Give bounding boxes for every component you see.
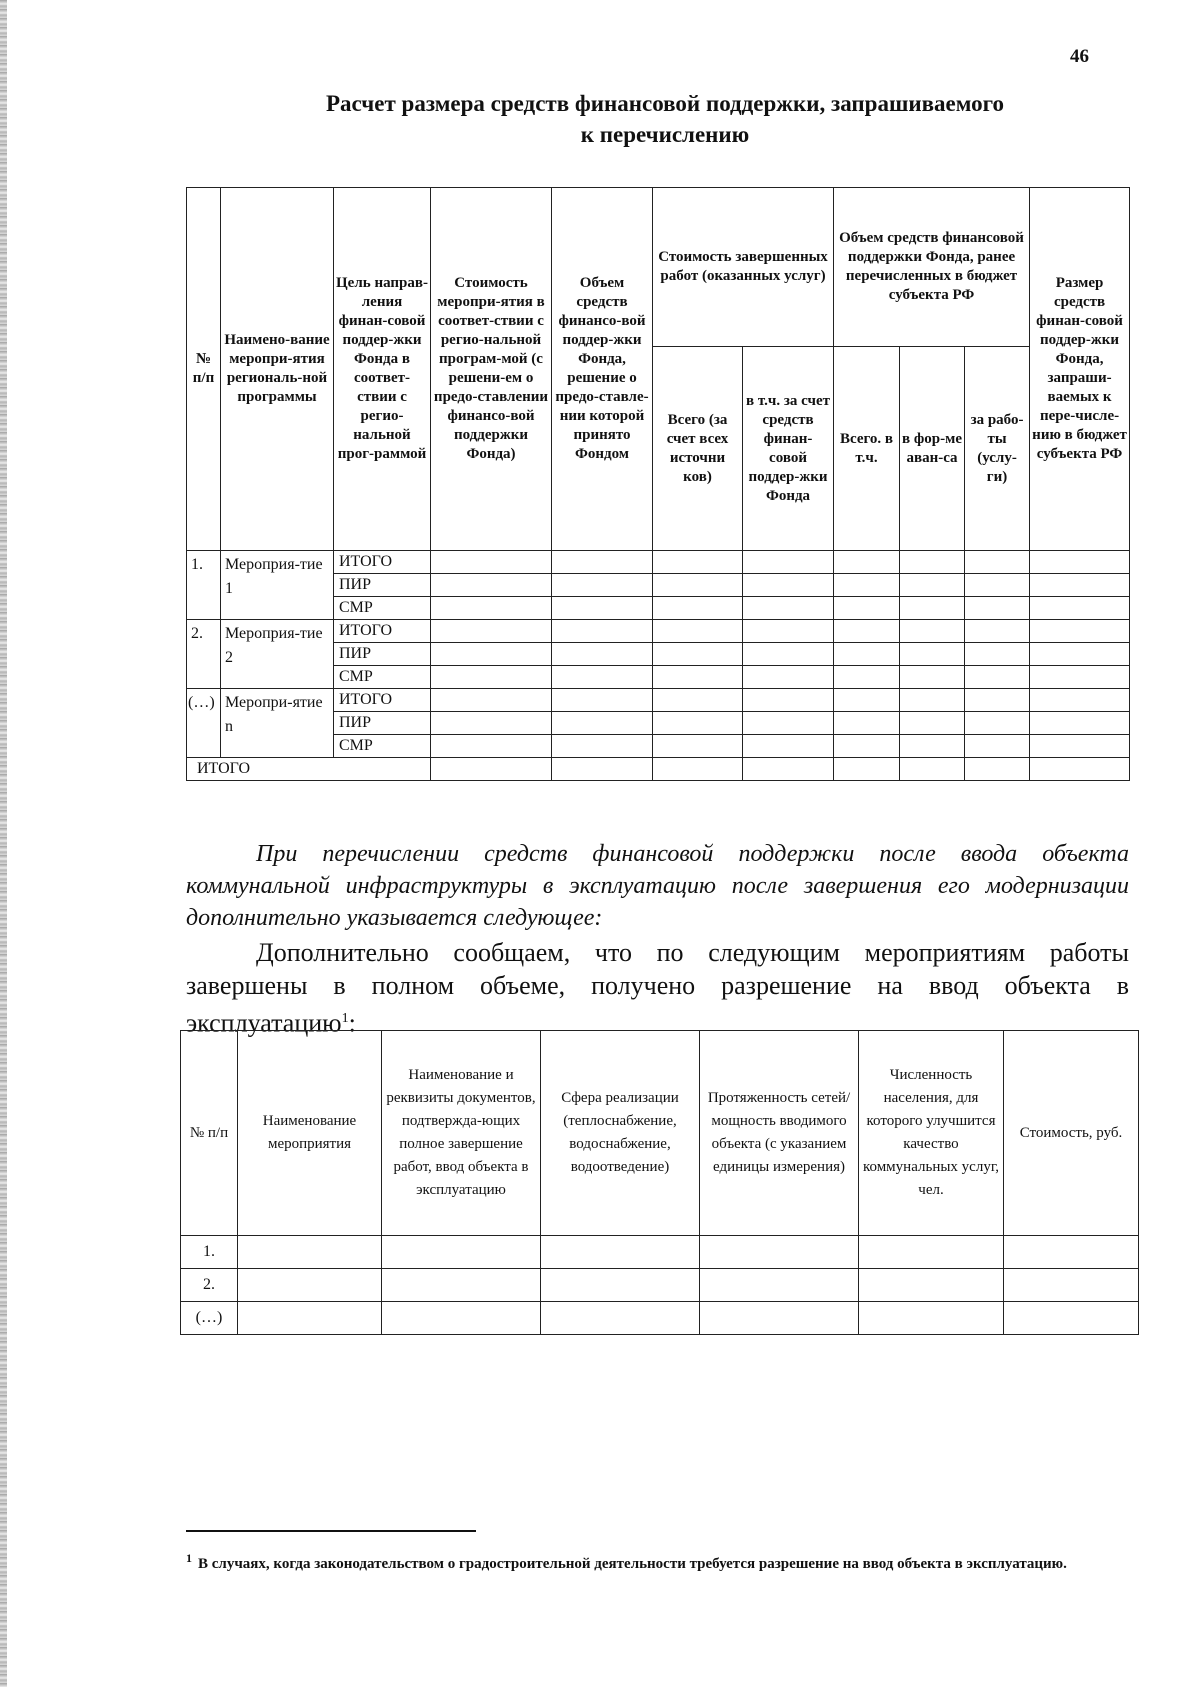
row-num: 2. (187, 620, 221, 689)
header-population: Численность населения, для которого улучшится качество коммунальных услуг, чел. (859, 1031, 1004, 1236)
title-line-1: Расчет размера средств финансовой поддержки, запрашиваемого (326, 91, 1004, 116)
regular-paragraph (186, 936, 1129, 1040)
row-item: ИТОГО (334, 620, 431, 643)
header-event-name: Наимено-вание меропри-ятия региональ-ной программы (221, 188, 334, 551)
header-completed-total: Всего (за счет всех источни ков) (653, 347, 743, 551)
regular-paragraph-text: Дополнительно сообщаем, что по следующим мероприятиям работы завершены в полном объеме, получено разрешение на ввод объекта в эксплуатацию (186, 938, 1129, 1038)
header-completed-cost: Стоимость завершенных работ (оказанных услуг) (653, 188, 834, 347)
completed-works-table (180, 1030, 1139, 1335)
header-completed-fund: в т.ч. за счет средств финан-совой поддер-жки Фонда (743, 347, 834, 551)
header-transferred-works: за рабо-ты (услу-ги) (965, 347, 1030, 551)
header-num: № п/п (181, 1031, 238, 1236)
row-item: СМР (334, 597, 431, 620)
page-title (185, 88, 1145, 150)
table-row (181, 1236, 1139, 1269)
row-item: ИТОГО (334, 689, 431, 712)
table-row (181, 1269, 1139, 1302)
financial-support-table (186, 187, 1130, 781)
footnote-mark: 1 (186, 1551, 192, 1565)
header-transferred-total: Всего. в т.ч. (834, 347, 900, 551)
header-documents: Наименование и реквизиты документов, подтвержда-ющих полное завершение работ, ввод объекта в эксплуатацию (382, 1031, 541, 1236)
table-total-row (187, 758, 1130, 781)
row-event-name: Меропри-ятие n (221, 689, 334, 758)
total-label: ИТОГО (187, 758, 431, 781)
table-row (187, 551, 1130, 574)
footnote-ref: 1 (341, 1011, 349, 1026)
table-row (181, 1302, 1139, 1335)
row-item: СМР (334, 666, 431, 689)
footnote-text: В случаях, когда законодательством о градостроительной деятельности требуется разрешение на ввод объекта в эксплуатацию. (198, 1556, 1067, 1572)
row-num: 1. (187, 551, 221, 620)
header-goal: Цель направ-ления финан-совой поддер-жки Фонда в соответ-ствии с регио-нальной прог-раммой (334, 188, 431, 551)
footnote-divider (186, 1530, 476, 1532)
regular-paragraph-end: : (348, 1008, 356, 1038)
title-line-2: к перечислению (580, 122, 750, 147)
header-sphere: Сфера реализации (теплоснабжение, водоснабжение, водоотведение) (541, 1031, 700, 1236)
header-length: Протяженность сетей/мощность вводимого объекта (с указанием единицы измерения) (700, 1031, 859, 1236)
row-item: ПИР (334, 574, 431, 597)
header-cost: Стоимость, руб. (1004, 1031, 1139, 1236)
header-event-name: Наименование мероприятия (238, 1031, 382, 1236)
scan-edge (0, 0, 7, 1687)
italic-paragraph: При перечислении средств финансовой поддержки после ввода объекта коммунальной инфраструктуры в эксплуатацию после завершения его модернизации дополнительно указывается следующее: (186, 841, 1129, 931)
row-item: СМР (334, 735, 431, 758)
row-event-name: Мероприя-тие 1 (221, 551, 334, 620)
header-num: № п/п (187, 188, 221, 551)
row-item: ИТОГО (334, 551, 431, 574)
row-num: (…) (181, 1302, 238, 1335)
table-row (187, 620, 1130, 643)
page-number: 46 (1070, 46, 1089, 67)
table-row (187, 689, 1130, 712)
row-item: ПИР (334, 712, 431, 735)
row-item: ПИР (334, 643, 431, 666)
row-num: 2. (181, 1269, 238, 1302)
header-transferred: Объем средств финансовой поддержки Фонда, ранее перечисленных в бюджет субъекта РФ (834, 188, 1030, 347)
row-num: (…) (187, 689, 221, 758)
row-num: 1. (181, 1236, 238, 1269)
header-volume: Объем средств финансо-вой поддер-жки Фонда, решение о предо-ставле-нии которой принято Фондом (552, 188, 653, 551)
header-transferred-advance: в фор-ме аван-са (900, 347, 965, 551)
footnote (186, 1546, 1129, 1577)
header-requested: Размер средств финан-совой поддер-жки Фонда, запраши-ваемых к пере-числе-нию в бюджет субъекта РФ (1030, 188, 1130, 551)
header-cost: Стоимость меропри-ятия в соответ-ствии с регио-нальной програм-мой (с решени-ем о предо-ставлении финансо-вой поддержки Фонда) (431, 188, 552, 551)
row-event-name: Мероприя-тие 2 (221, 620, 334, 689)
